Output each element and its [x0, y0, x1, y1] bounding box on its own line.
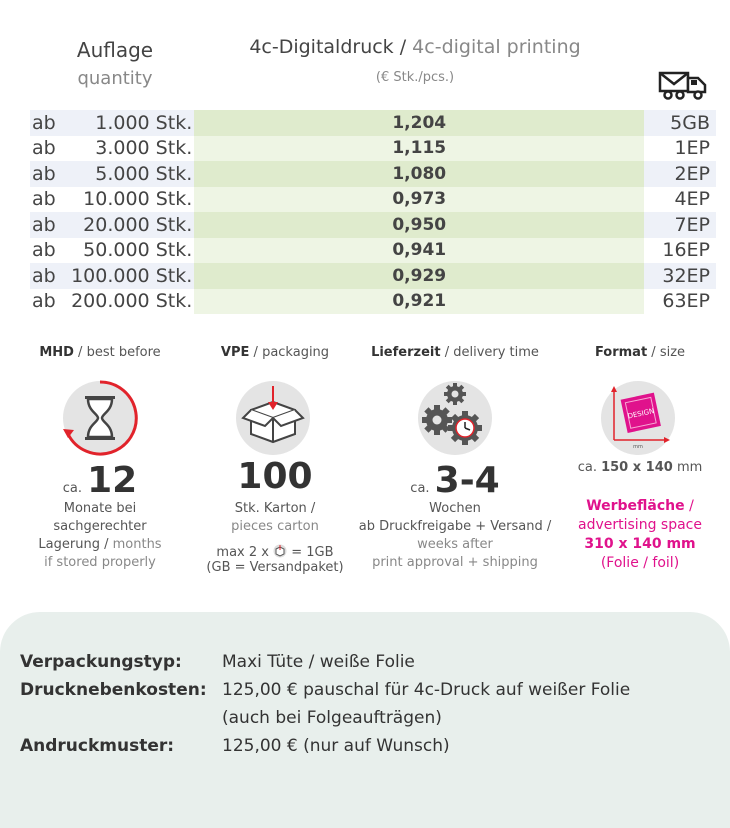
- format-size: ca. 150 x 140 mm: [577, 460, 703, 475]
- box-icon: [233, 378, 313, 458]
- gears-clock-icon: [415, 378, 495, 458]
- detail-label-costs: Drucknebenkosten:: [20, 680, 207, 700]
- mhd-title: MHD / best before: [39, 345, 161, 360]
- table-row: ab 10.000 Stk. 0,973 4EP: [32, 188, 710, 211]
- delivery-text: Wochen ab Druckfreigabe + Versand / weeks after print approval + shipping: [358, 501, 552, 570]
- detail-label-proof: Andruckmuster:: [20, 736, 175, 756]
- print-header: 4c-Digitaldruck / 4c-digital printing: [249, 36, 581, 58]
- print-label-de: 4c-Digitaldruck: [249, 36, 394, 58]
- detail-value-costs-note: (auch bei Folgeaufträgen): [222, 708, 442, 728]
- format-design-icon: [598, 378, 678, 458]
- quantity-label-de: Auflage: [76, 38, 154, 62]
- format-icon-text: DESIGN: [626, 407, 656, 421]
- mhd-text: Monate bei sachgerechter Lagerung / months if stored properly: [38, 501, 162, 570]
- detail-value-packaging: Maxi Tüte / weiße Folie: [222, 652, 415, 672]
- table-row: ab 200.000 Stk. 0,921 63EP: [32, 290, 710, 313]
- table-row: ab 5.000 Stk. 1,080 2EP: [30, 161, 716, 187]
- table-row: ab 3.000 Stk. 1,115 1EP: [32, 137, 710, 160]
- small-box-icon: [273, 544, 287, 558]
- table-row: ab 1.000 Stk. 1,204 5GB: [30, 110, 716, 136]
- quantity-header: [70, 38, 160, 89]
- format-ad-space: Werbefläche / advertising space 310 x 140 mm (Folie / foil): [578, 498, 702, 571]
- hourglass-icon: [60, 378, 140, 458]
- delivery-value: ca. 3-4: [410, 460, 500, 501]
- format-icon-unit: mm: [633, 444, 643, 450]
- print-label-en: 4c-digital printing: [412, 36, 581, 58]
- unit-label: (€ Stk./pcs.): [375, 70, 455, 85]
- table-row: ab 50.000 Stk. 0,941 16EP: [32, 239, 710, 262]
- vpe-text: Stk. Karton / pieces carton: [231, 501, 319, 534]
- detail-label-packaging: Verpackungstyp:: [20, 652, 182, 672]
- vpe-note: max 2 x = 1GB (GB = Versandpaket): [206, 545, 344, 575]
- price-table: [30, 110, 716, 314]
- format-title: Format / size: [594, 345, 686, 360]
- vpe-value: 100: [237, 456, 313, 497]
- table-row: ab 20.000 Stk. 0,950 7EP: [30, 212, 716, 238]
- mhd-value: ca. 12: [62, 460, 138, 501]
- delivery-title: Lieferzeit / delivery time: [371, 345, 539, 360]
- vpe-title: VPE / packaging: [220, 345, 330, 360]
- detail-value-costs: 125,00 € pauschal für 4c-Druck auf weißer Folie: [222, 680, 631, 700]
- truck-mail-icon: [658, 70, 708, 100]
- quantity-label-en: quantity: [77, 68, 153, 89]
- table-row: ab 100.000 Stk. 0,929 32EP: [30, 263, 716, 289]
- detail-value-proof: 125,00 € (nur auf Wunsch): [222, 736, 450, 756]
